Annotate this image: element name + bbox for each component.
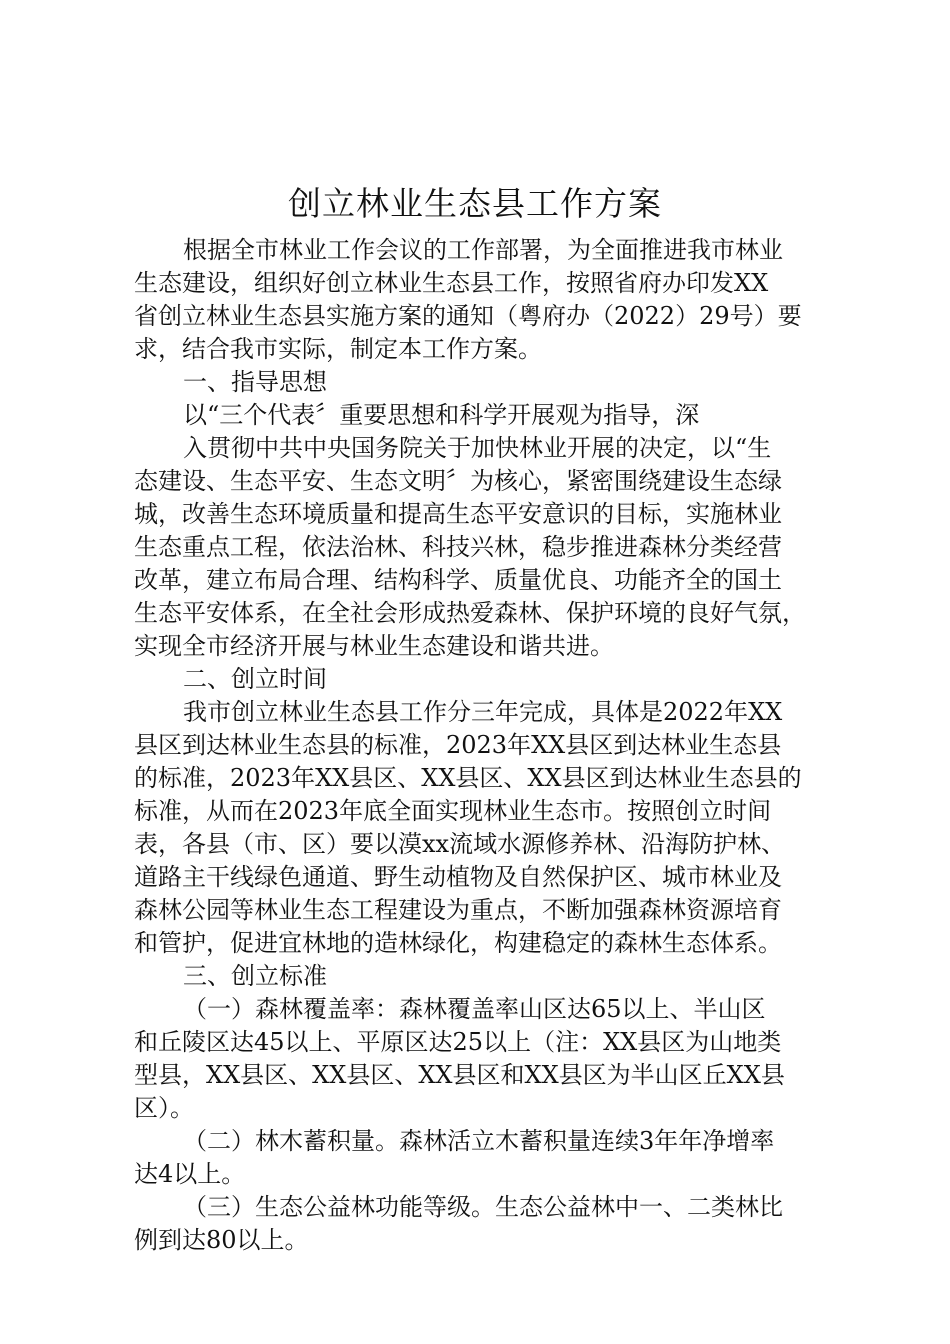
paragraph-line: 例到达80以上。 bbox=[134, 1226, 309, 1254]
paragraph-line: 生态平安体系，在全社会形成热爱森林、保护环境的良好气氛， bbox=[134, 599, 806, 627]
paragraph-line: 表，各县（市、区）要以漠xx流域水源修养林、沿海防护林、 bbox=[134, 830, 786, 858]
paragraph-line: 入贯彻中共中央国务院关于加快林业开展的决定，以“生 bbox=[183, 434, 772, 462]
paragraph-line: 道路主干线绿色通道、野生动植物及自然保护区、城市林业及 bbox=[134, 863, 782, 891]
paragraph-line: 县区到达林业生态县的标准，2023年XX县区到达林业生态县 bbox=[134, 731, 782, 759]
paragraph-line: 标准，从而在2023年底全面实现林业生态市。按照创立时间 bbox=[134, 797, 772, 825]
section-heading: 二、创立时间 bbox=[183, 665, 327, 693]
section-heading: 一、指导思想 bbox=[183, 368, 327, 396]
paragraph-line: 态建设、生态平安、生态文明〞为核心，紧密围绕建设生态绿 bbox=[134, 467, 782, 495]
paragraph-line: 以“三个代表〞重要思想和科学开展观为指导，深 bbox=[183, 401, 700, 429]
paragraph-line: 求，结合我市实际，制定本工作方案。 bbox=[134, 335, 542, 363]
paragraph-line: （三）生态公益林功能等级。生态公益林中一、二类林比 bbox=[183, 1193, 783, 1221]
paragraph-line: 森林公园等林业生态工程建设为重点，不断加强森林资源培育 bbox=[134, 896, 782, 924]
paragraph-line: 省创立林业生态县实施方案的通知（粤府办（2022）29号）要 bbox=[134, 302, 802, 330]
paragraph-line: （二）林木蓄积量。森林活立木蓄积量连续3年年净增率 bbox=[183, 1127, 775, 1155]
paragraph-line: 和管护，促进宜林地的造林绿化，构建稳定的森林生态体系。 bbox=[134, 929, 782, 957]
paragraph-line: 生态重点工程，依法治林、科技兴林，稳步推进森林分类经营 bbox=[134, 533, 782, 561]
paragraph-line: （一）森林覆盖率：森林覆盖率山区达65以上、半山区 bbox=[183, 995, 766, 1023]
paragraph-line: 我市创立林业生态县工作分三年完成，具体是2022年XX bbox=[183, 698, 783, 726]
section-heading: 三、创立标准 bbox=[183, 962, 327, 990]
paragraph-line: 型县，XX县区、XX县区、XX县区和XX县区为半山区丘XX县 bbox=[134, 1061, 785, 1089]
paragraph-line: 的标准，2023年XX县区、XX县区、XX县区到达林业生态县的 bbox=[134, 764, 802, 792]
document-title: 创立林业生态县工作方案 bbox=[288, 184, 662, 223]
paragraph-line: 区）。 bbox=[134, 1094, 194, 1122]
paragraph-line: 达4以上。 bbox=[134, 1160, 246, 1188]
paragraph-line: 改革，建立布局合理、结构科学、质量优良、功能齐全的国土 bbox=[134, 566, 782, 594]
paragraph-line: 和丘陵区达45以上、平原区达25以上（注：XX县区为山地类 bbox=[134, 1028, 782, 1056]
paragraph-line: 实现全市经济开展与林业生态建设和谐共进。 bbox=[134, 632, 614, 660]
paragraph-line: 生态建设，组织好创立林业生态县工作，按照省府办印发XX bbox=[134, 269, 769, 297]
paragraph-line: 根据全市林业工作会议的工作部署，为全面推进我市林业 bbox=[183, 236, 783, 264]
paragraph-line: 城，改善生态环境质量和提高生态平安意识的目标，实施林业 bbox=[134, 500, 782, 528]
